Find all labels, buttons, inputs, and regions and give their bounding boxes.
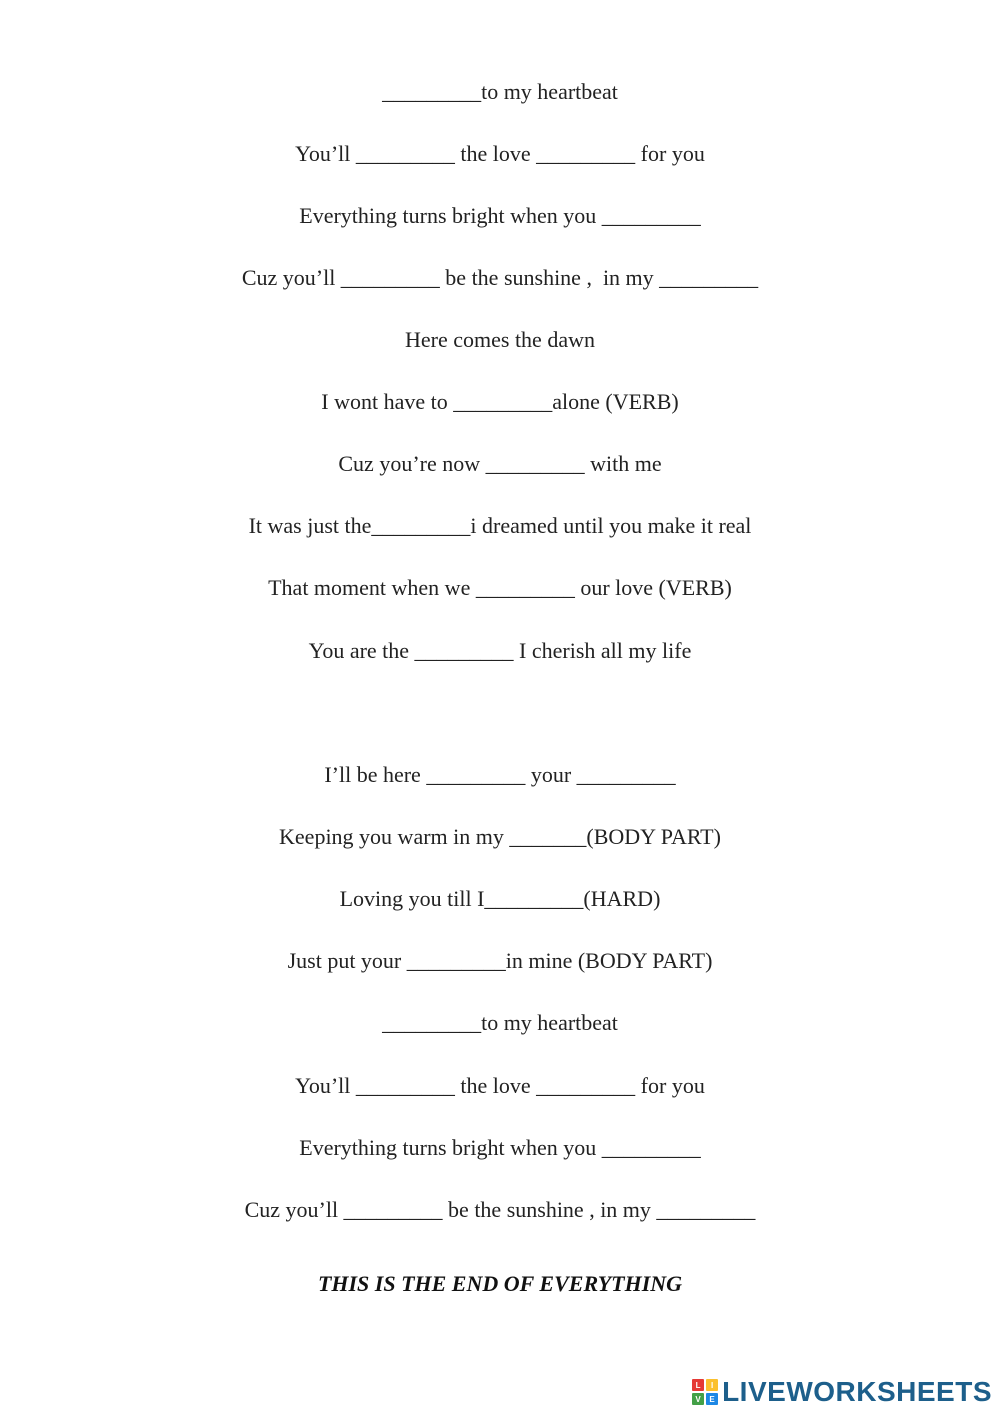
lyric-line-11: I’ll be here _________ your _________ — [324, 762, 676, 787]
lyric-line-13: Loving you till I_________(HARD) — [339, 886, 661, 911]
lyric-line-6: I wont have to _________alone (VERB) — [321, 389, 679, 414]
lyric-line-7: Cuz you’re now _________ with me — [338, 451, 662, 476]
lyric-line-17: Everything turns bright when you _________ — [299, 1135, 701, 1160]
lyric-line-2: You’ll _________ the love _________ for you — [295, 141, 705, 166]
liveworksheets-logo — [692, 1376, 992, 1408]
lyric-line-4: Cuz you’ll _________ be the sunshine , in my _________ — [241, 265, 759, 290]
logo-letter-e: E — [706, 1393, 718, 1405]
lyric-line-10: You are the _________ I cherish all my life — [308, 638, 692, 663]
ending-text: THIS IS THE END OF EVERYTHING — [317, 1271, 683, 1296]
logo-letter-l: L — [692, 1379, 704, 1391]
logo-letter-i: I — [706, 1379, 718, 1391]
lyric-line-15: _________to my heartbeat — [382, 1010, 618, 1035]
lyric-line-3: Everything turns bright when you _________ — [299, 203, 701, 228]
liveworksheets-wordmark: LIVEWORKSHEETS — [722, 1376, 992, 1407]
lyric-line-8: It was just the_________i dreamed until you make it real — [248, 513, 752, 538]
lyric-line-14: Just put your _________in mine (BODY PART) — [287, 948, 713, 973]
lyric-line-12: Keeping you warm in my _______(BODY PART) — [279, 824, 721, 849]
lyric-line-5: Here comes the dawn — [405, 327, 595, 352]
lyric-line-1: _________to my heartbeat — [382, 79, 618, 104]
lyric-line-18: Cuz you’ll _________ be the sunshine , in my _________ — [244, 1197, 756, 1222]
logo-letter-v: V — [692, 1393, 704, 1405]
lyric-line-16: You’ll _________ the love _________ for you — [295, 1073, 705, 1098]
lyric-line-9: That moment when we _________ our love (VERB) — [268, 575, 732, 600]
liveworksheets-icon — [692, 1379, 718, 1405]
